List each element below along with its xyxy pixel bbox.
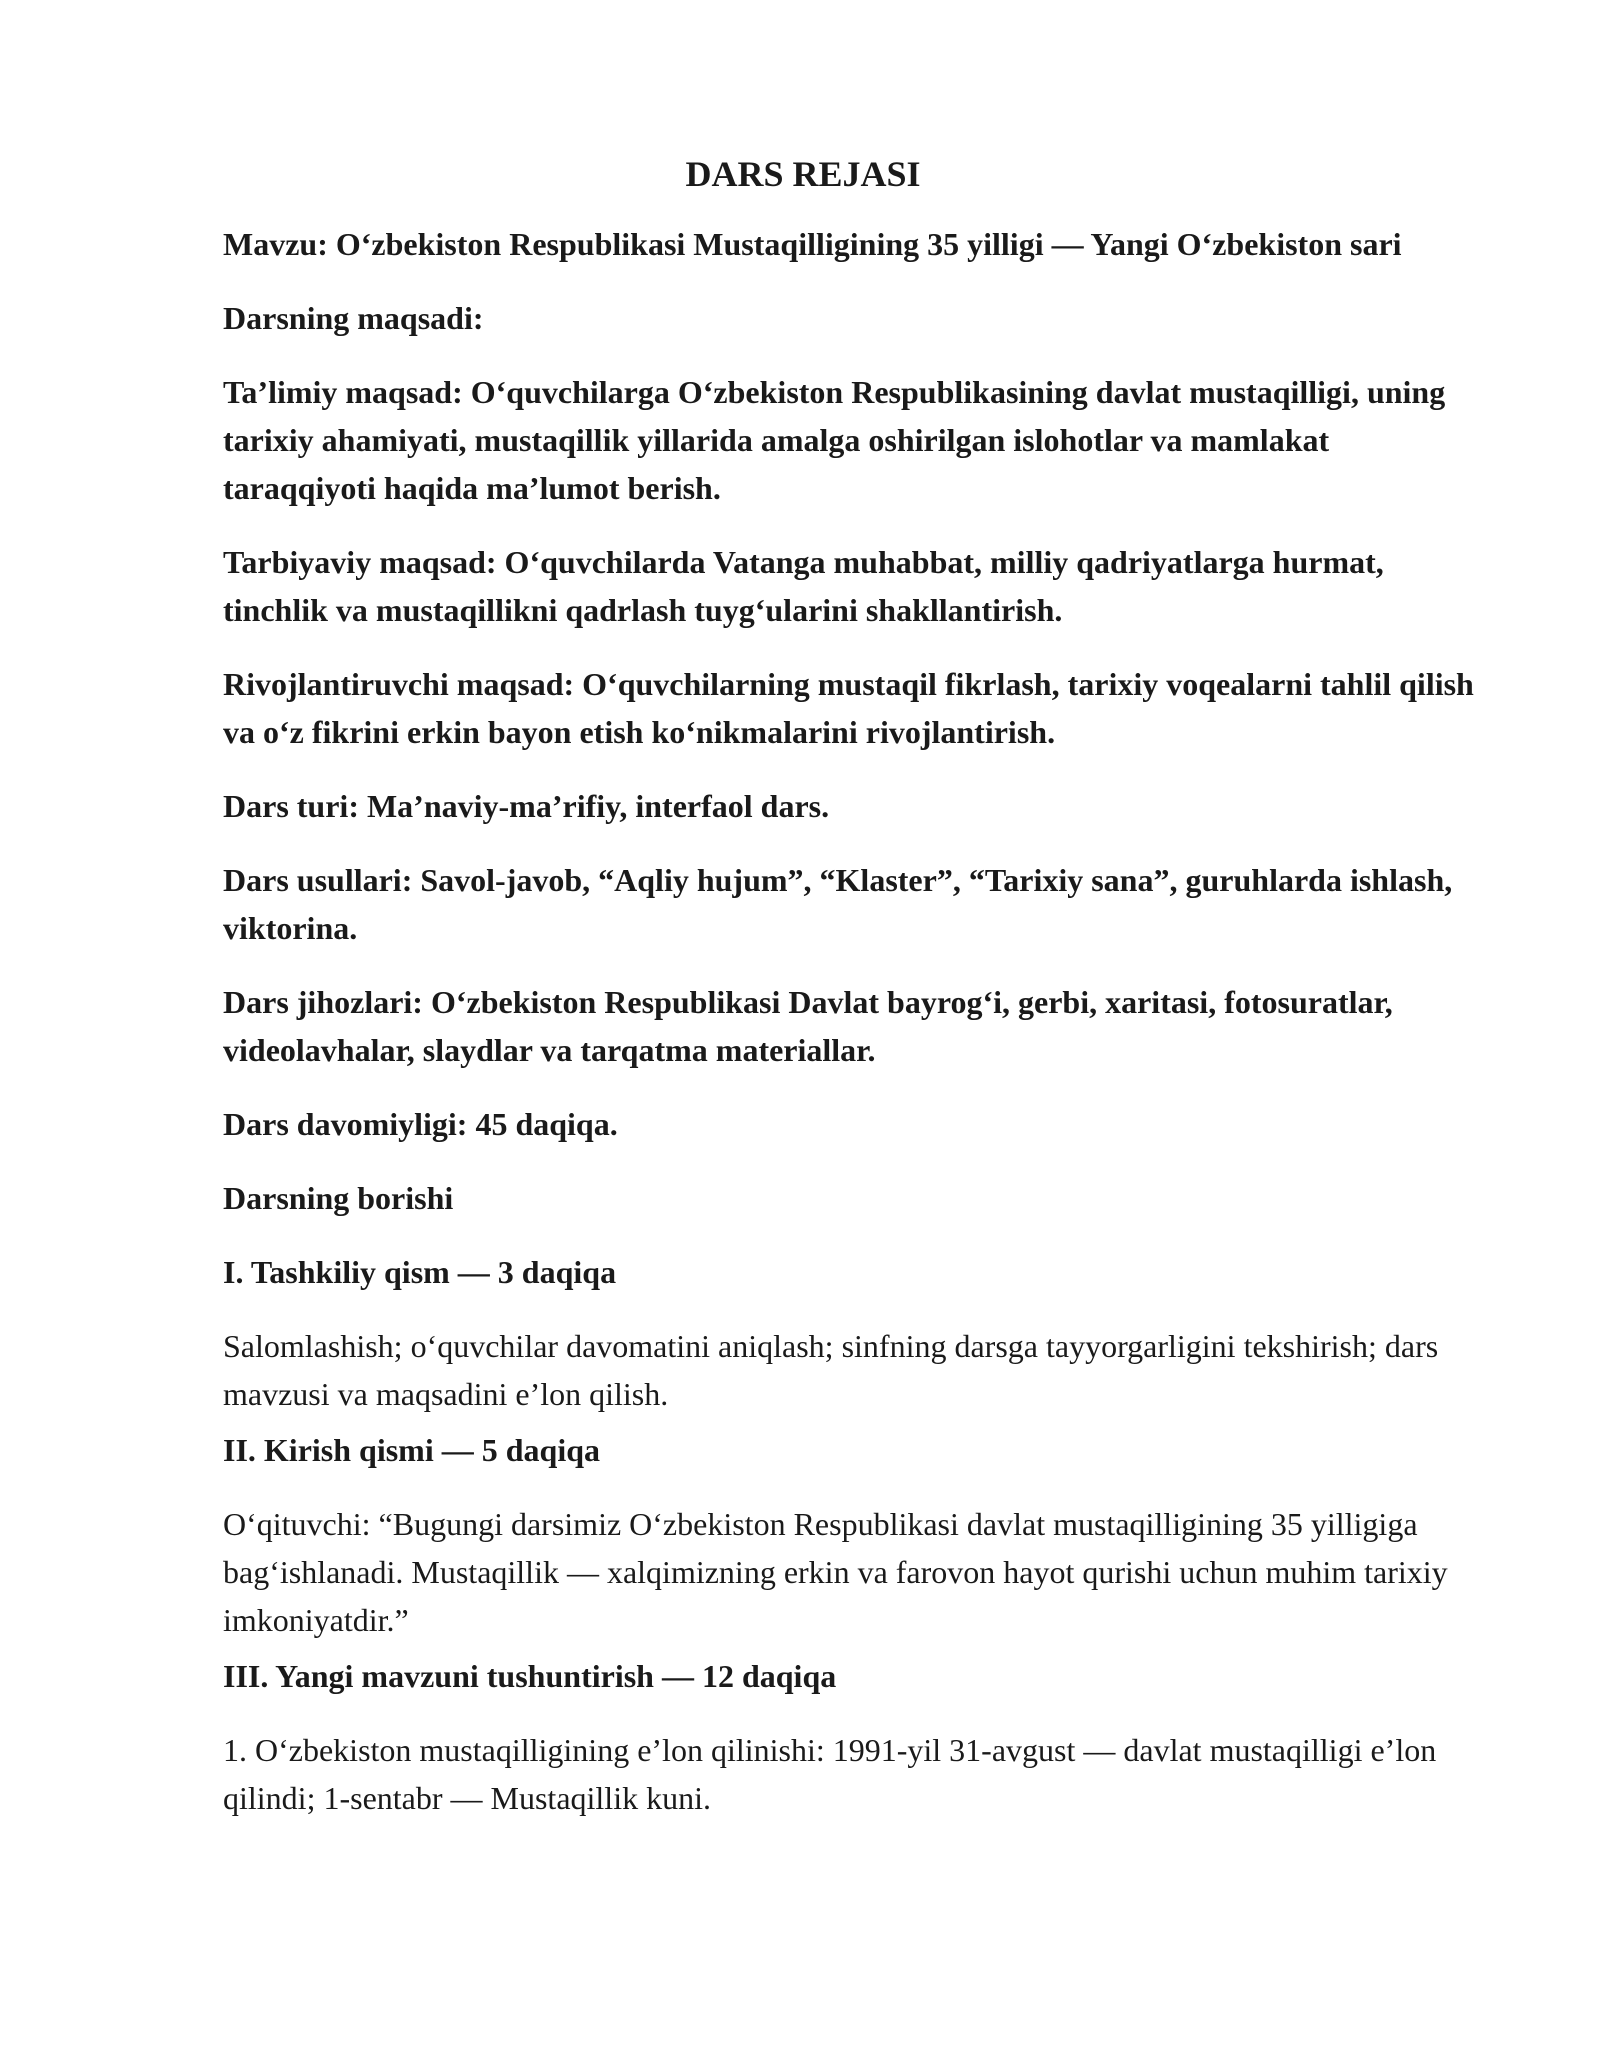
document-body xyxy=(223,150,1483,1830)
lesson-duration-paragraph: Dars davomiyligi: 45 daqiqa. xyxy=(223,1106,618,1142)
document-title: DARS REJASI xyxy=(685,154,921,194)
lesson-equipment-paragraph: Dars jihozlari: O‘zbekiston Respublikasi Davlat bayrog‘i, gerbi, xaritasi, fotosuratlar, videolavhalar, slaydlar va tarqatma materiallar. xyxy=(223,984,1393,1068)
section-heading: II. Kirish qismi — 5 daqiqa xyxy=(223,1432,600,1468)
lesson-flow-heading: Darsning borishi xyxy=(223,1180,454,1216)
lesson-methods-paragraph: Dars usullari: Savol-javob, “Aqliy hujum”, “Klaster”, “Tarixiy sana”, guruhlarda ishlash, viktorina. xyxy=(223,862,1453,946)
upbringing-goal-paragraph: Tarbiyaviy maqsad: O‘quvchilarda Vatanga muhabbat, milliy qadriyatlarga hurmat, tinchlik va mustaqillikni qadrlash tuyg‘ularini shakllantirish. xyxy=(223,544,1384,628)
section-text: O‘qituvchi: “Bugungi darsimiz O‘zbekiston Respublikasi davlat mustaqilligining 35 yilligiga bag‘ishlanadi. Mustaqillik — xalqimizning erkin va farovon hayot qurishi uchun muhim tarixiy imkoniyatdir.” xyxy=(223,1506,1448,1638)
lesson-type-paragraph: Dars turi: Ma’naviy-ma’rifiy, interfaol dars. xyxy=(223,788,830,824)
educational-goal-paragraph: Ta’limiy maqsad: O‘quvchilarga O‘zbekiston Respublikasining davlat mustaqilligi, uning tarixiy ahamiyati, mustaqillik yillarida amalga oshirilgan islohotlar va mamlakat taraqqiyoti haqida ma’lumot berish. xyxy=(223,374,1446,506)
section-heading: I. Tashkiliy qism — 3 daqiqa xyxy=(223,1254,617,1290)
section-text: 1. O‘zbekiston mustaqilligining e’lon qilinishi: 1991-yil 31-avgust — davlat mustaqilligi e’lon qilindi; 1-sentabr — Mustaqillik kuni. xyxy=(223,1732,1437,1816)
developmental-goal-paragraph: Rivojlantiruvchi maqsad: O‘quvchilarning mustaqil fikrlash, tarixiy voqealarni tahlil qilish va o‘z fikrini erkin bayon etish ko‘nikmalarini rivojlantirish. xyxy=(223,666,1474,750)
section-text: Salomlashish; o‘quvchilar davomatini aniqlash; sinfning darsga tayyorgarligini tekshirish; dars mavzusi va maqsadini e’lon qilish. xyxy=(223,1328,1439,1412)
goals-heading: Darsning maqsadi: xyxy=(223,300,484,336)
section-heading: III. Yangi mavzuni tushuntirish — 12 daqiqa xyxy=(223,1658,837,1694)
topic-paragraph: Mavzu: O‘zbekiston Respublikasi Mustaqilligining 35 yilligi — Yangi O‘zbekiston sari xyxy=(223,226,1402,262)
